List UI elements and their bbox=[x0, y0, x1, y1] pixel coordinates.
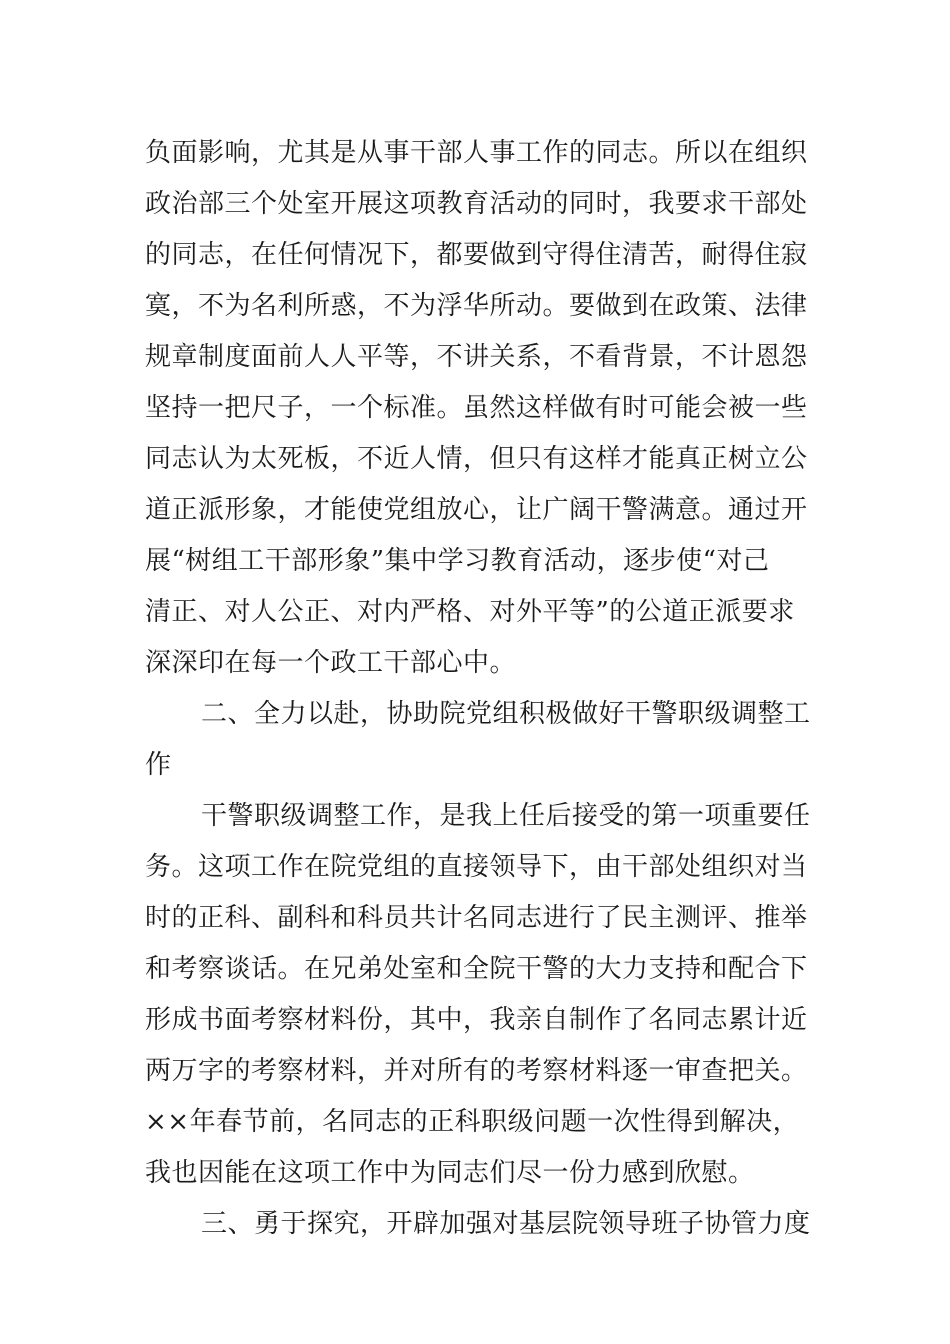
paragraph-line: 深深印在每一个政工干部心中。 bbox=[145, 648, 517, 678]
paragraph-line: ××年春节前，名同志的正科职级问题一次性得到解决， bbox=[145, 1107, 800, 1137]
paragraph-line: 负面影响，尤其是从事干部人事工作的同志。所以在组织 bbox=[145, 138, 808, 168]
paragraph-line: 我也因能在这项工作中为同志们尽一份力感到欣慰。 bbox=[145, 1158, 755, 1188]
paragraph-line: 寞，不为名利所惑，不为浮华所动。要做到在政策、法律 bbox=[145, 291, 808, 321]
paragraph-line: 两万字的考察材料，并对所有的考察材料逐一审查把关。 bbox=[145, 1056, 808, 1086]
paragraph-line: 清正、对人公正、对内严格、对外平等”的公道正派要求 bbox=[145, 597, 795, 627]
paragraph-line: 展“树组工干部形象”集中学习教育活动，逐步使“对己 bbox=[145, 546, 770, 576]
paragraph-line: 道正派形象，才能使党组放心，让广阔干警满意。通过开 bbox=[145, 495, 808, 525]
paragraph-line: 形成书面考察材料份，其中，我亲自制作了名同志累计近 bbox=[145, 1005, 808, 1035]
section-heading-line: 二、全力以赴，协助院党组积极做好干警职级调整工 bbox=[201, 699, 811, 729]
paragraph-line: 坚持一把尺子，一个标准。虽然这样做有时可能会被一些 bbox=[145, 393, 808, 423]
paragraph-line: 和考察谈话。在兄弟处室和全院干警的大力支持和配合下 bbox=[145, 954, 808, 984]
paragraph-line: 同志认为太死板，不近人情，但只有这样才能真正树立公 bbox=[145, 444, 808, 474]
section-heading-line: 作 bbox=[145, 750, 172, 780]
section-heading-line: 三、勇于探究，开辟加强对基层院领导班子协管力度 bbox=[201, 1209, 811, 1239]
paragraph-line: 政治部三个处室开展这项教育活动的同时，我要求干部处 bbox=[145, 189, 808, 219]
document-body bbox=[145, 128, 825, 1250]
paragraph-line: 的同志，在任何情况下，都要做到守得住清苦，耐得住寂 bbox=[145, 240, 808, 270]
paragraph-line: 干警职级调整工作，是我上任后接受的第一项重要任 bbox=[201, 801, 811, 831]
paragraph-line: 时的正科、副科和科员共计名同志进行了民主测评、推举 bbox=[145, 903, 808, 933]
paragraph-line: 规章制度面前人人平等，不讲关系，不看背景，不计恩怨 bbox=[145, 342, 808, 372]
paragraph-line: 务。这项工作在院党组的直接领导下，由干部处组织对当 bbox=[145, 852, 808, 882]
